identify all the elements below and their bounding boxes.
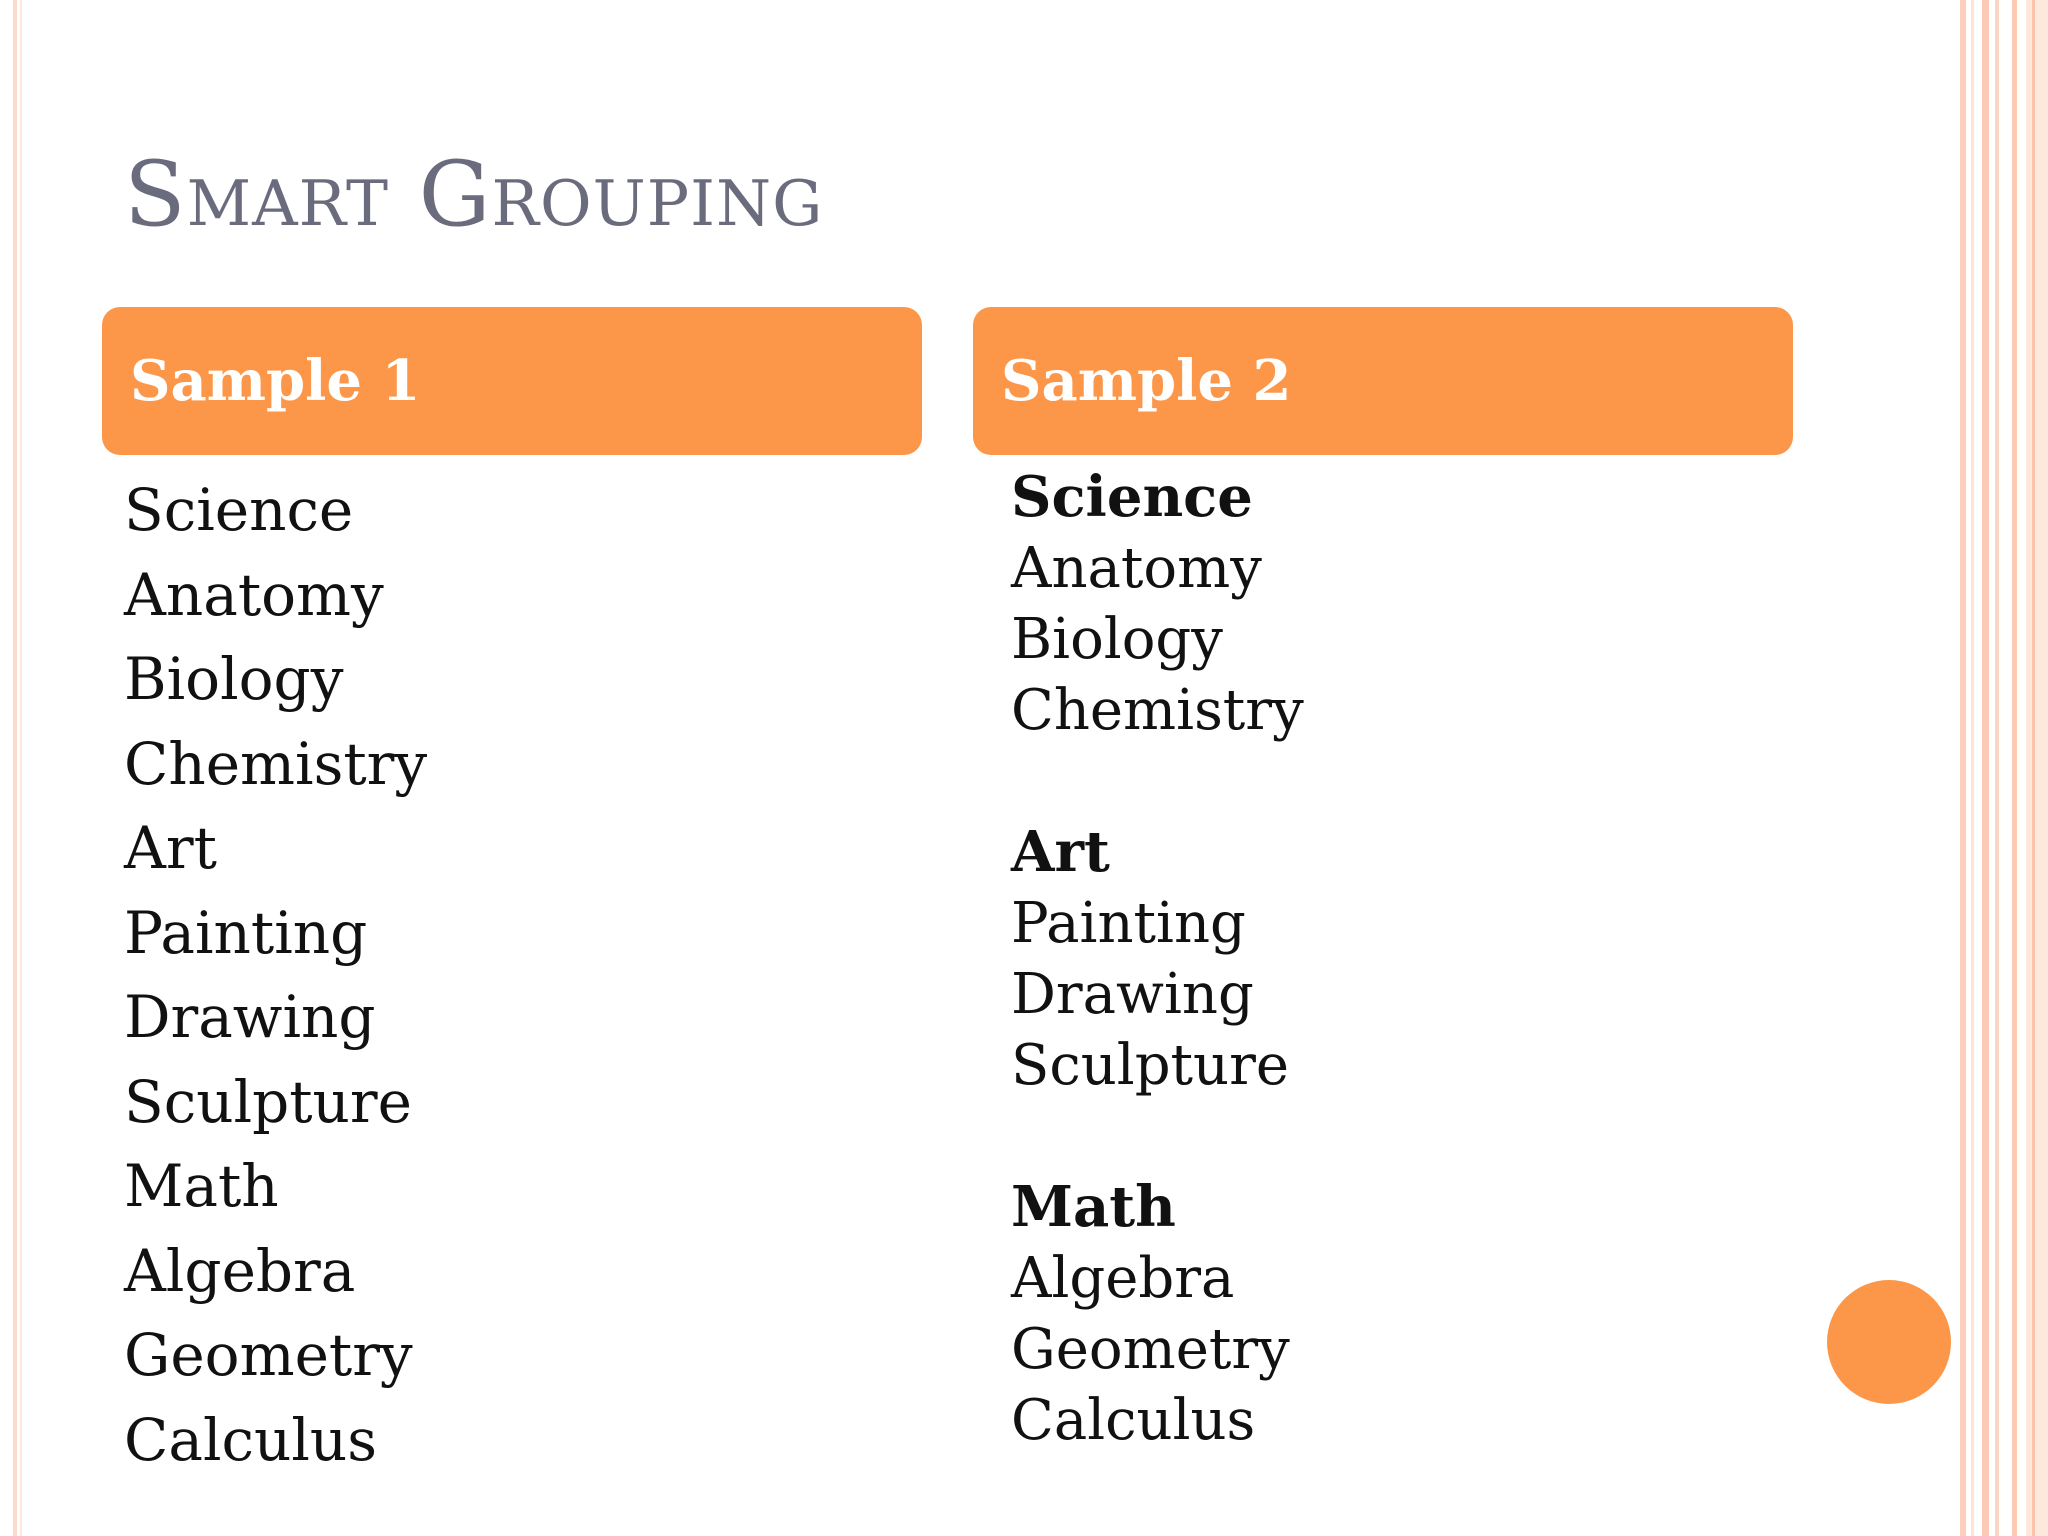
group-item: Chemistry bbox=[1011, 678, 1304, 743]
right-border-stripe bbox=[1960, 0, 1966, 1536]
left-border-stripe bbox=[20, 0, 22, 1536]
right-border-stripe bbox=[2026, 0, 2048, 1536]
group-title: Art bbox=[1011, 819, 1110, 885]
sample-2-header-label: Sample 2 bbox=[1001, 348, 1292, 414]
group-item: Drawing bbox=[1011, 962, 1254, 1027]
list-item: Geometry bbox=[124, 1321, 413, 1389]
group-item: Geometry bbox=[1011, 1317, 1290, 1382]
decorative-orange-circle bbox=[1827, 1280, 1951, 1404]
left-border-stripe bbox=[13, 0, 17, 1536]
group-art bbox=[1011, 817, 1304, 1101]
group-item: Calculus bbox=[1011, 1388, 1256, 1453]
group-math bbox=[1011, 1172, 1304, 1456]
list-item: Algebra bbox=[124, 1236, 356, 1305]
group-item: Algebra bbox=[1011, 1246, 1235, 1311]
sample-1-list bbox=[124, 468, 427, 1482]
group-item: Anatomy bbox=[1011, 536, 1262, 601]
group-title: Math bbox=[1011, 1174, 1176, 1240]
list-item: Drawing bbox=[124, 983, 376, 1051]
list-item: Art bbox=[124, 814, 217, 882]
sample-1-header-label: Sample 1 bbox=[130, 348, 421, 414]
sample-1-header bbox=[102, 307, 922, 455]
slide-title: Smart Grouping bbox=[124, 142, 824, 247]
right-border-stripe bbox=[1971, 0, 1974, 1536]
list-item: Science bbox=[124, 476, 354, 544]
right-border-stripe bbox=[1982, 0, 1989, 1536]
sample-2-header bbox=[973, 307, 1793, 455]
list-item: Biology bbox=[124, 645, 344, 713]
list-item: Chemistry bbox=[124, 729, 428, 798]
list-item: Calculus bbox=[124, 1405, 378, 1474]
group-science bbox=[1011, 462, 1304, 746]
group-item: Painting bbox=[1011, 891, 1246, 956]
group-title: Science bbox=[1011, 464, 1253, 530]
right-border-stripe bbox=[2032, 0, 2035, 1536]
list-item: Math bbox=[124, 1152, 279, 1220]
list-item: Painting bbox=[124, 898, 368, 967]
group-item: Biology bbox=[1011, 607, 1223, 672]
right-border-stripe bbox=[2012, 0, 2017, 1536]
list-item: Anatomy bbox=[124, 560, 384, 629]
group-item: Sculpture bbox=[1011, 1033, 1290, 1098]
right-border-stripe bbox=[1995, 0, 1999, 1536]
sample-2-grouped-list bbox=[1011, 462, 1304, 1456]
list-item: Sculpture bbox=[124, 1067, 412, 1136]
